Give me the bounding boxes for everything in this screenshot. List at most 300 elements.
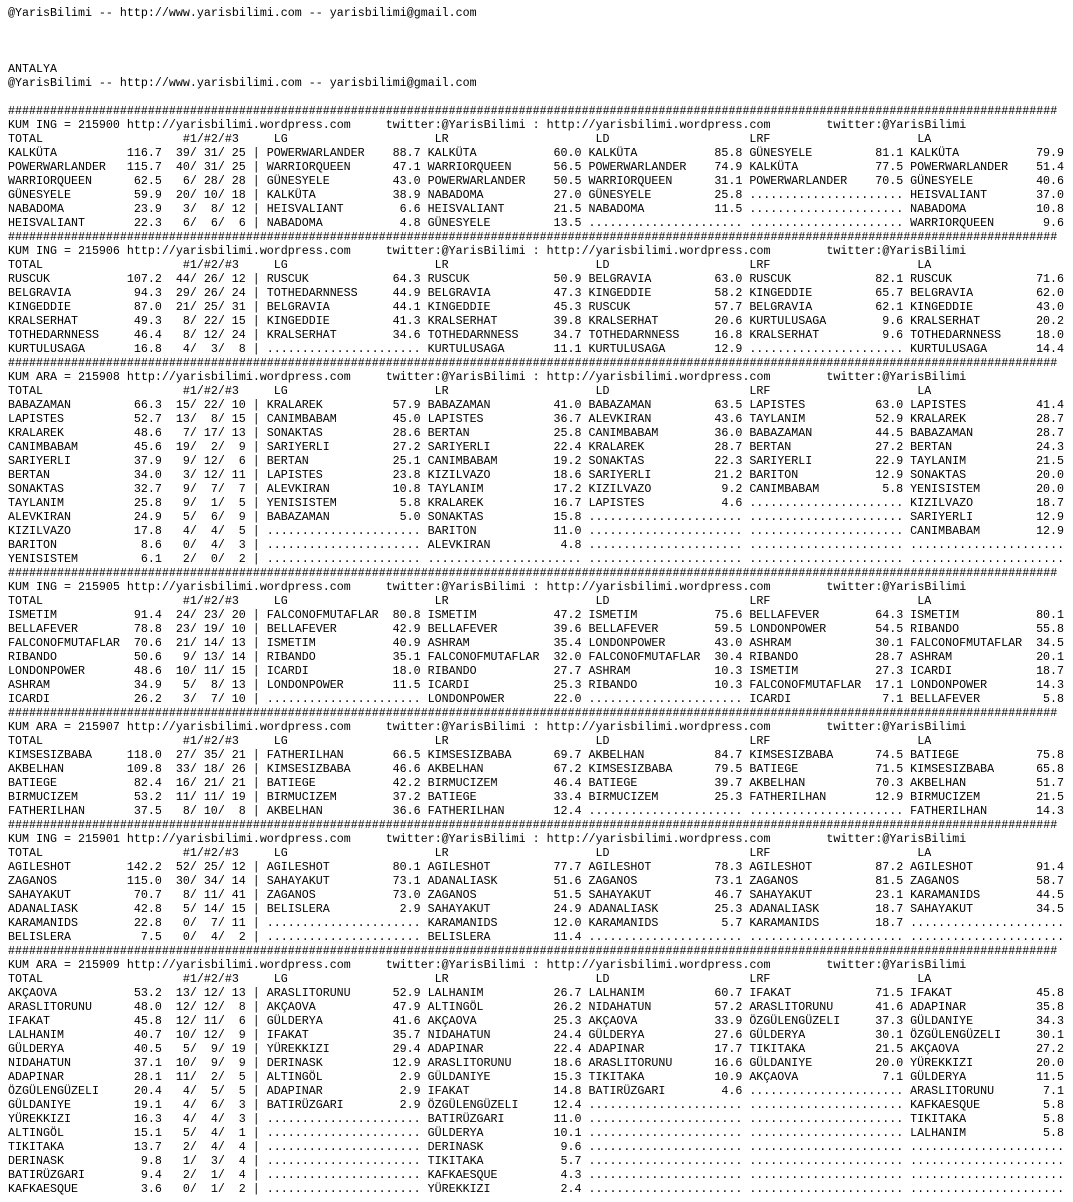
la-score: 12.9	[1036, 510, 1065, 524]
slash: /	[189, 608, 197, 622]
column-header-places: #1/#2/#3	[182, 258, 239, 272]
column-header-total: TOTAL	[8, 258, 43, 272]
pipe-divider: |	[252, 286, 260, 300]
total-score: 45.6	[133, 440, 162, 454]
la-horse-name: GÜNESYELE	[910, 174, 974, 188]
lrf-empty-cell: ......................	[749, 202, 904, 216]
lrf-horse-name: LAPISTES	[749, 398, 806, 412]
place-2-count: 2	[210, 1070, 218, 1084]
slash: /	[189, 146, 197, 160]
table-row	[8, 636, 1073, 650]
lrf-empty-cell: ......................	[749, 524, 904, 538]
lr-score: 26.2	[553, 1000, 582, 1014]
lrf-empty-cell: ......................	[749, 1168, 904, 1182]
place-1-count: 5	[182, 1126, 190, 1140]
horse-name: ICARDI	[8, 692, 50, 706]
horse-name: ALTINGÖL	[8, 1126, 64, 1140]
total-score: 50.6	[133, 650, 162, 664]
pipe-divider: |	[252, 1126, 260, 1140]
table-row	[8, 622, 1073, 636]
place-3-count: 4	[238, 1140, 246, 1154]
lrf-score: 12.9	[875, 790, 904, 804]
la-score: 71.6	[1036, 272, 1065, 286]
lr-horse-name: BERTAN	[427, 426, 470, 440]
la-score: 20.0	[1036, 468, 1065, 482]
lrf-score: 37.3	[875, 1014, 904, 1028]
place-1-count: 8	[182, 314, 190, 328]
horse-name: ZAGANOS	[8, 874, 57, 888]
place-1-count: 4	[182, 342, 190, 356]
la-score: 51.4	[1036, 160, 1065, 174]
lr-score: 69.7	[553, 748, 582, 762]
place-3-count: 19	[231, 790, 246, 804]
total-score: 24.9	[133, 510, 162, 524]
la-horse-name: YÜREKKIZI	[910, 1056, 974, 1070]
ld-score: 85.8	[714, 146, 743, 160]
slash: /	[217, 160, 225, 174]
place-3-count: 41	[231, 888, 246, 902]
table-row	[8, 314, 1073, 328]
horse-name: FATHERILHAN	[8, 804, 85, 818]
lr-horse-name: GÜNESYELE	[427, 216, 491, 230]
slash: /	[189, 300, 197, 314]
pipe-divider: |	[252, 524, 260, 538]
pipe-divider: |	[252, 1070, 260, 1084]
place-2-count: 22	[203, 314, 218, 328]
place-2-count: 4	[210, 1126, 218, 1140]
lr-horse-name: KAFKAESQUE	[427, 1168, 498, 1182]
lr-score: 41.0	[553, 398, 582, 412]
la-horse-name: BELGRAVIA	[910, 286, 974, 300]
lrf-horse-name: ASHRAM	[749, 636, 792, 650]
place-2-count: 12	[203, 468, 218, 482]
ld-horse-name: RUSCUK	[588, 300, 631, 314]
lr-score: 5.7	[560, 1154, 582, 1168]
horse-name: NABADOMA	[8, 202, 64, 216]
la-horse-name: KALKÜTA	[910, 146, 960, 160]
lr-score: 10.1	[553, 1126, 582, 1140]
lg-score: 80.8	[392, 608, 421, 622]
ld-horse-name: BELGRAVIA	[588, 272, 652, 286]
lrf-score: 62.1	[875, 300, 904, 314]
ld-score: 39.7	[714, 776, 743, 790]
ld-horse-name: ALEVKIRAN	[588, 412, 652, 426]
pipe-divider: |	[252, 300, 260, 314]
place-3-count: 24	[231, 328, 246, 342]
table-row	[8, 1014, 1073, 1028]
lrf-horse-name: BELGRAVIA	[749, 300, 813, 314]
ld-horse-name: KINGEDDIE	[588, 286, 652, 300]
column-header-places: #1/#2/#3	[182, 846, 239, 860]
la-horse-name: LAPISTES	[910, 398, 967, 412]
ld-score: 22.3	[714, 454, 743, 468]
la-score: 20.1	[1036, 650, 1065, 664]
lr-score: 24.4	[553, 1028, 582, 1042]
la-score: 43.0	[1036, 300, 1065, 314]
lg-horse-name: HEISVALIANT	[266, 202, 344, 216]
place-2-count: 21	[203, 776, 218, 790]
lr-horse-name: ADANALIASK	[427, 874, 498, 888]
slash: /	[217, 552, 225, 566]
pipe-divider: |	[252, 314, 260, 328]
place-2-count: 19	[203, 622, 218, 636]
column-header-la: LA	[917, 594, 932, 608]
place-2-count: 0	[210, 552, 218, 566]
place-2-count: 11	[203, 790, 218, 804]
lrf-horse-name: RIBANDO	[749, 650, 799, 664]
horse-name: LALHANIM	[8, 1028, 64, 1042]
ld-empty-cell: ......................	[588, 216, 743, 230]
lrf-empty-cell: ......................	[749, 342, 904, 356]
la-horse-name: KINGEDDIE	[910, 300, 974, 314]
slash: /	[189, 916, 197, 930]
place-2-count: 23	[203, 608, 218, 622]
horse-name: GÜLDERYA	[8, 1042, 64, 1056]
lr-score: 16.7	[553, 496, 582, 510]
column-header-total: TOTAL	[8, 972, 43, 986]
horse-name: HEISVALIANT	[8, 216, 85, 230]
column-header-row	[8, 132, 1073, 146]
place-1-count: 3	[182, 692, 190, 706]
table-row	[8, 398, 1073, 412]
lr-horse-name: ÖZGÜLENGÜZELI	[427, 1098, 519, 1112]
pipe-divider: |	[252, 636, 260, 650]
lr-horse-name: RIBANDO	[427, 664, 477, 678]
slash: /	[217, 1070, 225, 1084]
lr-horse-name: GÜLDANIYE	[427, 1070, 491, 1084]
horse-name: YENISISTEM	[8, 552, 78, 566]
horse-name: RIBANDO	[8, 650, 57, 664]
ld-horse-name: AKBELHAN	[588, 748, 645, 762]
slash: /	[217, 286, 225, 300]
place-3-count: 10	[231, 692, 246, 706]
la-score: 34.3	[1036, 1014, 1065, 1028]
place-2-count: 10	[203, 804, 218, 818]
place-2-count: 7	[210, 482, 218, 496]
lrf-score: 65.7	[875, 286, 904, 300]
slash: /	[189, 552, 197, 566]
lg-score: 2.9	[399, 1084, 421, 1098]
lrf-score: 41.6	[875, 1000, 904, 1014]
lg-empty-cell: ......................	[266, 1126, 421, 1140]
ld-score: 57.2	[714, 1000, 743, 1014]
lrf-horse-name: ARASLITORUNU	[749, 1000, 834, 1014]
slash: /	[217, 146, 225, 160]
lr-horse-name: ISMETIM	[427, 608, 477, 622]
race-title: KUM ING = 215901 http://yarisbilimi.wordpress.com twitter:@YarisBilimi : http://yarisbilimi.wordpress.com twitter:@YarisBilimi	[8, 832, 967, 846]
la-empty-cell: ......................	[910, 1154, 1065, 1168]
lr-score: 4.3	[560, 1168, 582, 1182]
lrf-empty-cell: ......................	[749, 1084, 904, 1098]
la-horse-name: POWERWARLANDER	[910, 160, 1009, 174]
lg-score: 46.6	[392, 762, 421, 776]
place-2-count: 13	[203, 650, 218, 664]
ld-score: 63.5	[714, 398, 743, 412]
lg-score: 5.8	[399, 496, 421, 510]
lg-empty-cell: ......................	[266, 524, 421, 538]
ld-empty-cell: ......................	[588, 1168, 743, 1182]
total-score: 22.8	[133, 916, 162, 930]
pipe-divider: |	[252, 160, 260, 174]
horse-name: BATIRÜZGARI	[8, 1168, 85, 1182]
race-title: KUM ARA = 215907 http://yarisbilimi.wordpress.com twitter:@YarisBilimi : http://yarisbilimi.wordpress.com twitter:@YarisBilimi	[8, 720, 967, 734]
horse-name: AKÇAOVA	[8, 986, 57, 1000]
lg-horse-name: DERINASK	[266, 1056, 323, 1070]
horse-name: TOTHEDARNNESS	[8, 328, 99, 342]
place-3-count: 2	[238, 1182, 246, 1196]
slash: /	[217, 916, 225, 930]
slash: /	[217, 1126, 225, 1140]
horse-name: ADANALIASK	[8, 902, 78, 916]
lr-score: 45.3	[553, 300, 582, 314]
place-1-count: 52	[175, 860, 190, 874]
la-score: 44.5	[1036, 888, 1065, 902]
la-horse-name: ZAGANOS	[910, 874, 960, 888]
la-score: 21.5	[1036, 790, 1065, 804]
lrf-horse-name: KURTULUSAGA	[749, 314, 827, 328]
lr-score: 77.7	[553, 860, 582, 874]
pipe-divider: |	[252, 1014, 260, 1028]
lg-empty-cell: ......................	[266, 930, 421, 944]
lr-score: 35.4	[553, 636, 582, 650]
place-1-count: 6	[182, 174, 190, 188]
place-1-count: 5	[182, 510, 190, 524]
horse-name: LAPISTES	[8, 412, 64, 426]
lrf-score: 12.9	[875, 468, 904, 482]
lg-horse-name: ALEVKIRAN	[266, 482, 330, 496]
ld-horse-name: AKÇAOVA	[588, 1014, 638, 1028]
pipe-divider: |	[252, 874, 260, 888]
place-2-count: 10	[203, 188, 218, 202]
lrf-horse-name: GÜNESYELE	[749, 146, 813, 160]
lr-score: 56.5	[553, 160, 582, 174]
pipe-divider: |	[252, 930, 260, 944]
slash: /	[217, 510, 225, 524]
lrf-horse-name: AKÇAOVA	[749, 1070, 799, 1084]
la-horse-name: KURTULUSAGA	[910, 342, 988, 356]
lg-empty-cell: ......................	[266, 1154, 421, 1168]
slash: /	[217, 174, 225, 188]
lr-score: 9.6	[560, 1140, 582, 1154]
la-score: 20.2	[1036, 314, 1065, 328]
place-3-count: 13	[231, 678, 246, 692]
lg-horse-name: KRALSERHAT	[266, 328, 337, 342]
la-empty-cell: ......................	[910, 1182, 1065, 1196]
lg-horse-name: KINGEDDIE	[266, 314, 330, 328]
total-score: 62.5	[133, 174, 162, 188]
column-header-row	[8, 258, 1073, 272]
table-row	[8, 342, 1073, 356]
lrf-score: 9.6	[882, 314, 904, 328]
slash: /	[189, 860, 197, 874]
lr-score: 15.8	[553, 510, 582, 524]
horse-name: RUSCUK	[8, 272, 50, 286]
lg-score: 27.2	[392, 440, 421, 454]
total-score: 94.3	[133, 286, 162, 300]
lr-horse-name: KIZILVAZO	[427, 468, 491, 482]
ld-score: 59.5	[714, 622, 743, 636]
ld-empty-cell: ......................	[588, 538, 743, 552]
lr-horse-name: YÜREKKIZI	[427, 1182, 491, 1196]
slash: /	[217, 776, 225, 790]
lr-horse-name: BARITON	[427, 524, 477, 538]
lr-score: 25.3	[553, 1014, 582, 1028]
place-1-count: 0	[182, 1182, 190, 1196]
lg-horse-name: BELISLERA	[266, 902, 330, 916]
ld-horse-name: TIKITAKA	[588, 1070, 645, 1084]
total-score: 91.4	[133, 608, 162, 622]
ld-score: 25.3	[714, 790, 743, 804]
ld-empty-cell: ......................	[588, 1140, 743, 1154]
lg-score: 45.0	[392, 412, 421, 426]
lrf-horse-name: GÜLDANIYE	[749, 1056, 813, 1070]
column-header-total: TOTAL	[8, 132, 43, 146]
lr-horse-name: LONDONPOWER	[427, 692, 505, 706]
slash: /	[189, 328, 197, 342]
place-2-count: 22	[203, 398, 218, 412]
lg-score: 10.8	[392, 482, 421, 496]
la-score: 27.2	[1036, 1042, 1065, 1056]
lr-score: 11.0	[553, 524, 582, 538]
place-1-count: 23	[175, 622, 190, 636]
lr-horse-name: IFAKAT	[427, 1084, 470, 1098]
table-row	[8, 650, 1073, 664]
lg-horse-name: AGILESHOT	[266, 860, 330, 874]
ld-horse-name: LONDONPOWER	[588, 636, 666, 650]
lr-score: 25.3	[553, 678, 582, 692]
place-2-count: 12	[203, 328, 218, 342]
lr-horse-name: ICARDI	[427, 678, 470, 692]
horse-name: ALEVKIRAN	[8, 510, 71, 524]
lg-horse-name: AKÇAOVA	[266, 1000, 316, 1014]
lg-score: 57.9	[392, 398, 421, 412]
lr-horse-name: WARRIORQUEEN	[427, 160, 512, 174]
column-header-lg: LG	[273, 972, 288, 986]
column-header-row	[8, 384, 1073, 398]
pipe-divider: |	[252, 664, 260, 678]
slash: /	[189, 1112, 197, 1126]
lr-score: 34.7	[553, 328, 582, 342]
city-title: ANTALYA	[8, 62, 57, 76]
place-3-count: 8	[238, 342, 246, 356]
ld-horse-name: GÜNESYELE	[588, 188, 652, 202]
lrf-empty-cell: ......................	[749, 188, 904, 202]
lr-score: 12.4	[553, 1098, 582, 1112]
table-row	[8, 1168, 1073, 1182]
place-2-count: 12	[203, 1000, 218, 1014]
slash: /	[189, 188, 197, 202]
place-3-count: 12	[231, 272, 246, 286]
place-2-count: 1	[210, 496, 218, 510]
pipe-divider: |	[252, 1154, 260, 1168]
place-2-count: 2	[210, 440, 218, 454]
lg-score: 28.6	[392, 426, 421, 440]
place-2-count: 4	[210, 930, 218, 944]
la-empty-cell: ......................	[910, 930, 1065, 944]
la-horse-name: SAHAYAKUT	[910, 902, 974, 916]
place-3-count: 1	[238, 1126, 246, 1140]
place-3-count: 21	[231, 776, 246, 790]
slash: /	[189, 412, 197, 426]
lr-horse-name: RUSCUK	[427, 272, 470, 286]
total-score: 17.8	[133, 524, 162, 538]
site-header-line-2: @YarisBilimi -- http://www.yarisbilimi.com -- yarisbilimi@gmail.com	[8, 76, 477, 90]
column-header-lr: LR	[434, 972, 449, 986]
ld-horse-name: LAPISTES	[588, 496, 645, 510]
slash: /	[189, 314, 197, 328]
table-row	[8, 286, 1073, 300]
lrf-horse-name: KALKÜTA	[749, 160, 799, 174]
la-score: 28.7	[1036, 412, 1065, 426]
lg-score: 29.4	[392, 1042, 421, 1056]
lg-horse-name: ICARDI	[266, 664, 309, 678]
lg-empty-cell: ......................	[266, 1112, 421, 1126]
place-1-count: 13	[175, 412, 190, 426]
lrf-horse-name: FALCONOFMUTAFLAR	[749, 678, 862, 692]
slash: /	[189, 342, 197, 356]
slash: /	[189, 398, 197, 412]
table-row	[8, 454, 1073, 468]
la-horse-name: ASHRAM	[910, 650, 953, 664]
lr-horse-name: LALHANIM	[427, 986, 484, 1000]
column-header-la: LA	[917, 258, 932, 272]
lg-horse-name: BERTAN	[266, 454, 309, 468]
ld-score: 27.6	[714, 1028, 743, 1042]
place-1-count: 21	[175, 300, 190, 314]
total-score: 107.2	[126, 272, 162, 286]
ld-horse-name: NIDAHATUN	[588, 1000, 652, 1014]
place-3-count: 5	[238, 1084, 246, 1098]
lg-horse-name: BATIRÜZGARI	[266, 1098, 344, 1112]
pipe-divider: |	[252, 860, 260, 874]
la-horse-name: BATIEGE	[910, 748, 960, 762]
lr-horse-name: BELISLERA	[427, 930, 491, 944]
lg-score: 64.3	[392, 272, 421, 286]
lg-horse-name: RUSCUK	[266, 272, 309, 286]
total-score: 34.9	[133, 678, 162, 692]
la-horse-name: ÖZGÜLENGÜZELI	[910, 1028, 1002, 1042]
la-horse-name: FALCONOFMUTAFLAR	[910, 636, 1023, 650]
pipe-divider: |	[252, 272, 260, 286]
la-horse-name: RUSCUK	[910, 272, 953, 286]
horse-name: LONDONPOWER	[8, 664, 85, 678]
separator-line: ######################################################################################################################################################	[8, 706, 1058, 720]
lr-score: 26.7	[553, 986, 582, 1000]
place-3-count: 11	[231, 916, 246, 930]
horse-name: CANIMBABAM	[8, 440, 78, 454]
place-1-count: 8	[182, 804, 190, 818]
place-2-count: 8	[210, 678, 218, 692]
lg-score: 73.1	[392, 874, 421, 888]
slash: /	[217, 748, 225, 762]
lr-horse-name: KRALSERHAT	[427, 314, 498, 328]
place-2-count: 25	[203, 300, 218, 314]
la-horse-name: RIBANDO	[910, 622, 960, 636]
ld-horse-name: ISMETIM	[588, 608, 638, 622]
slash: /	[217, 622, 225, 636]
pipe-divider: |	[252, 1112, 260, 1126]
lrf-score: 7.1	[882, 1070, 904, 1084]
lg-empty-cell: ......................	[266, 1140, 421, 1154]
ld-score: 17.7	[714, 1042, 743, 1056]
slash: /	[189, 888, 197, 902]
pipe-divider: |	[252, 146, 260, 160]
la-horse-name: ISMETIM	[910, 608, 960, 622]
ld-empty-cell: ......................	[588, 1098, 743, 1112]
lg-score: 2.9	[399, 1098, 421, 1112]
lr-score: 15.3	[553, 1070, 582, 1084]
la-score: 5.8	[1043, 1112, 1065, 1126]
